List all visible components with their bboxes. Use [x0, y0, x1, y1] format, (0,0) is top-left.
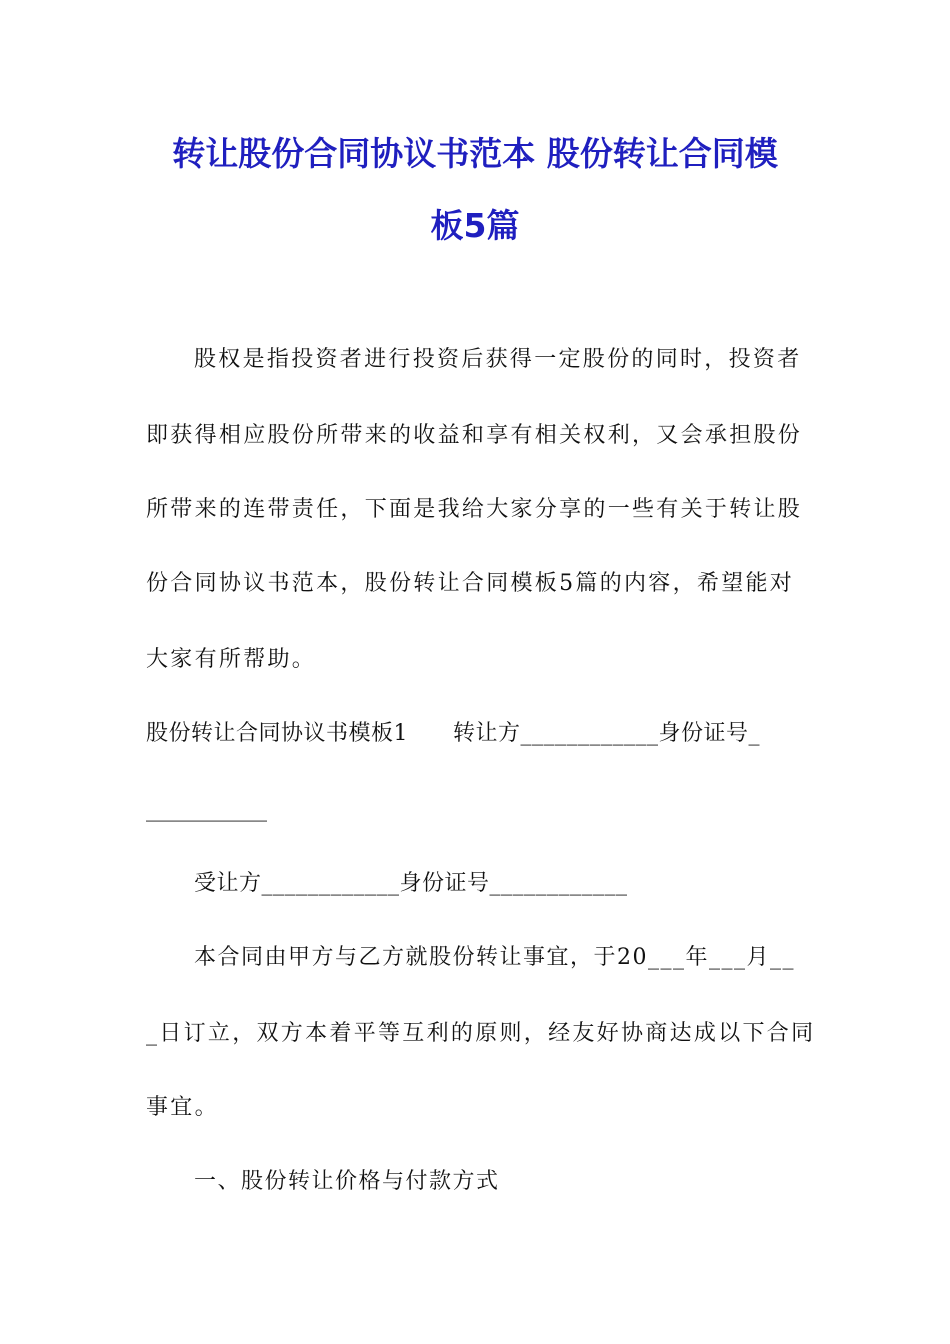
document-title-line-1: 转让股份合同协议书范本 股份转让合同模: [172, 134, 778, 173]
underline-blank: ___________: [146, 797, 267, 822]
paragraph-line: 所带来的连带责任，下面是我给大家分享的一些有关于转让股: [146, 497, 803, 522]
section-heading: 一、股份转让价格与付款方式: [194, 1169, 500, 1194]
document-title-line-2: 板5篇: [430, 206, 520, 245]
paragraph-line: 即获得相应股份所带来的收益和享有相关权利，又会承担股份: [146, 423, 803, 448]
paragraph-line: 大家有所帮助。: [146, 647, 317, 672]
paragraph-line: _日订立，双方本着平等互利的原则，经友好协商达成以下合同: [146, 1021, 816, 1046]
paragraph-line: 份合同协议书范本，股份转让合同模板5篇的内容，希望能对: [146, 571, 795, 596]
paragraph-line: 事宜。: [146, 1095, 219, 1120]
paragraph-line: 本合同由甲方与乙方就股份转让事宜，于20___年___月__: [194, 945, 795, 970]
paragraph-line: 股权是指投资者进行投资后获得一定股份的同时，投资者: [194, 347, 802, 372]
template-heading-line: 股份转让合同协议书模板1 转让方____________身份证号_: [146, 721, 760, 746]
transferee-line: 受让方____________身份证号____________: [194, 871, 628, 896]
